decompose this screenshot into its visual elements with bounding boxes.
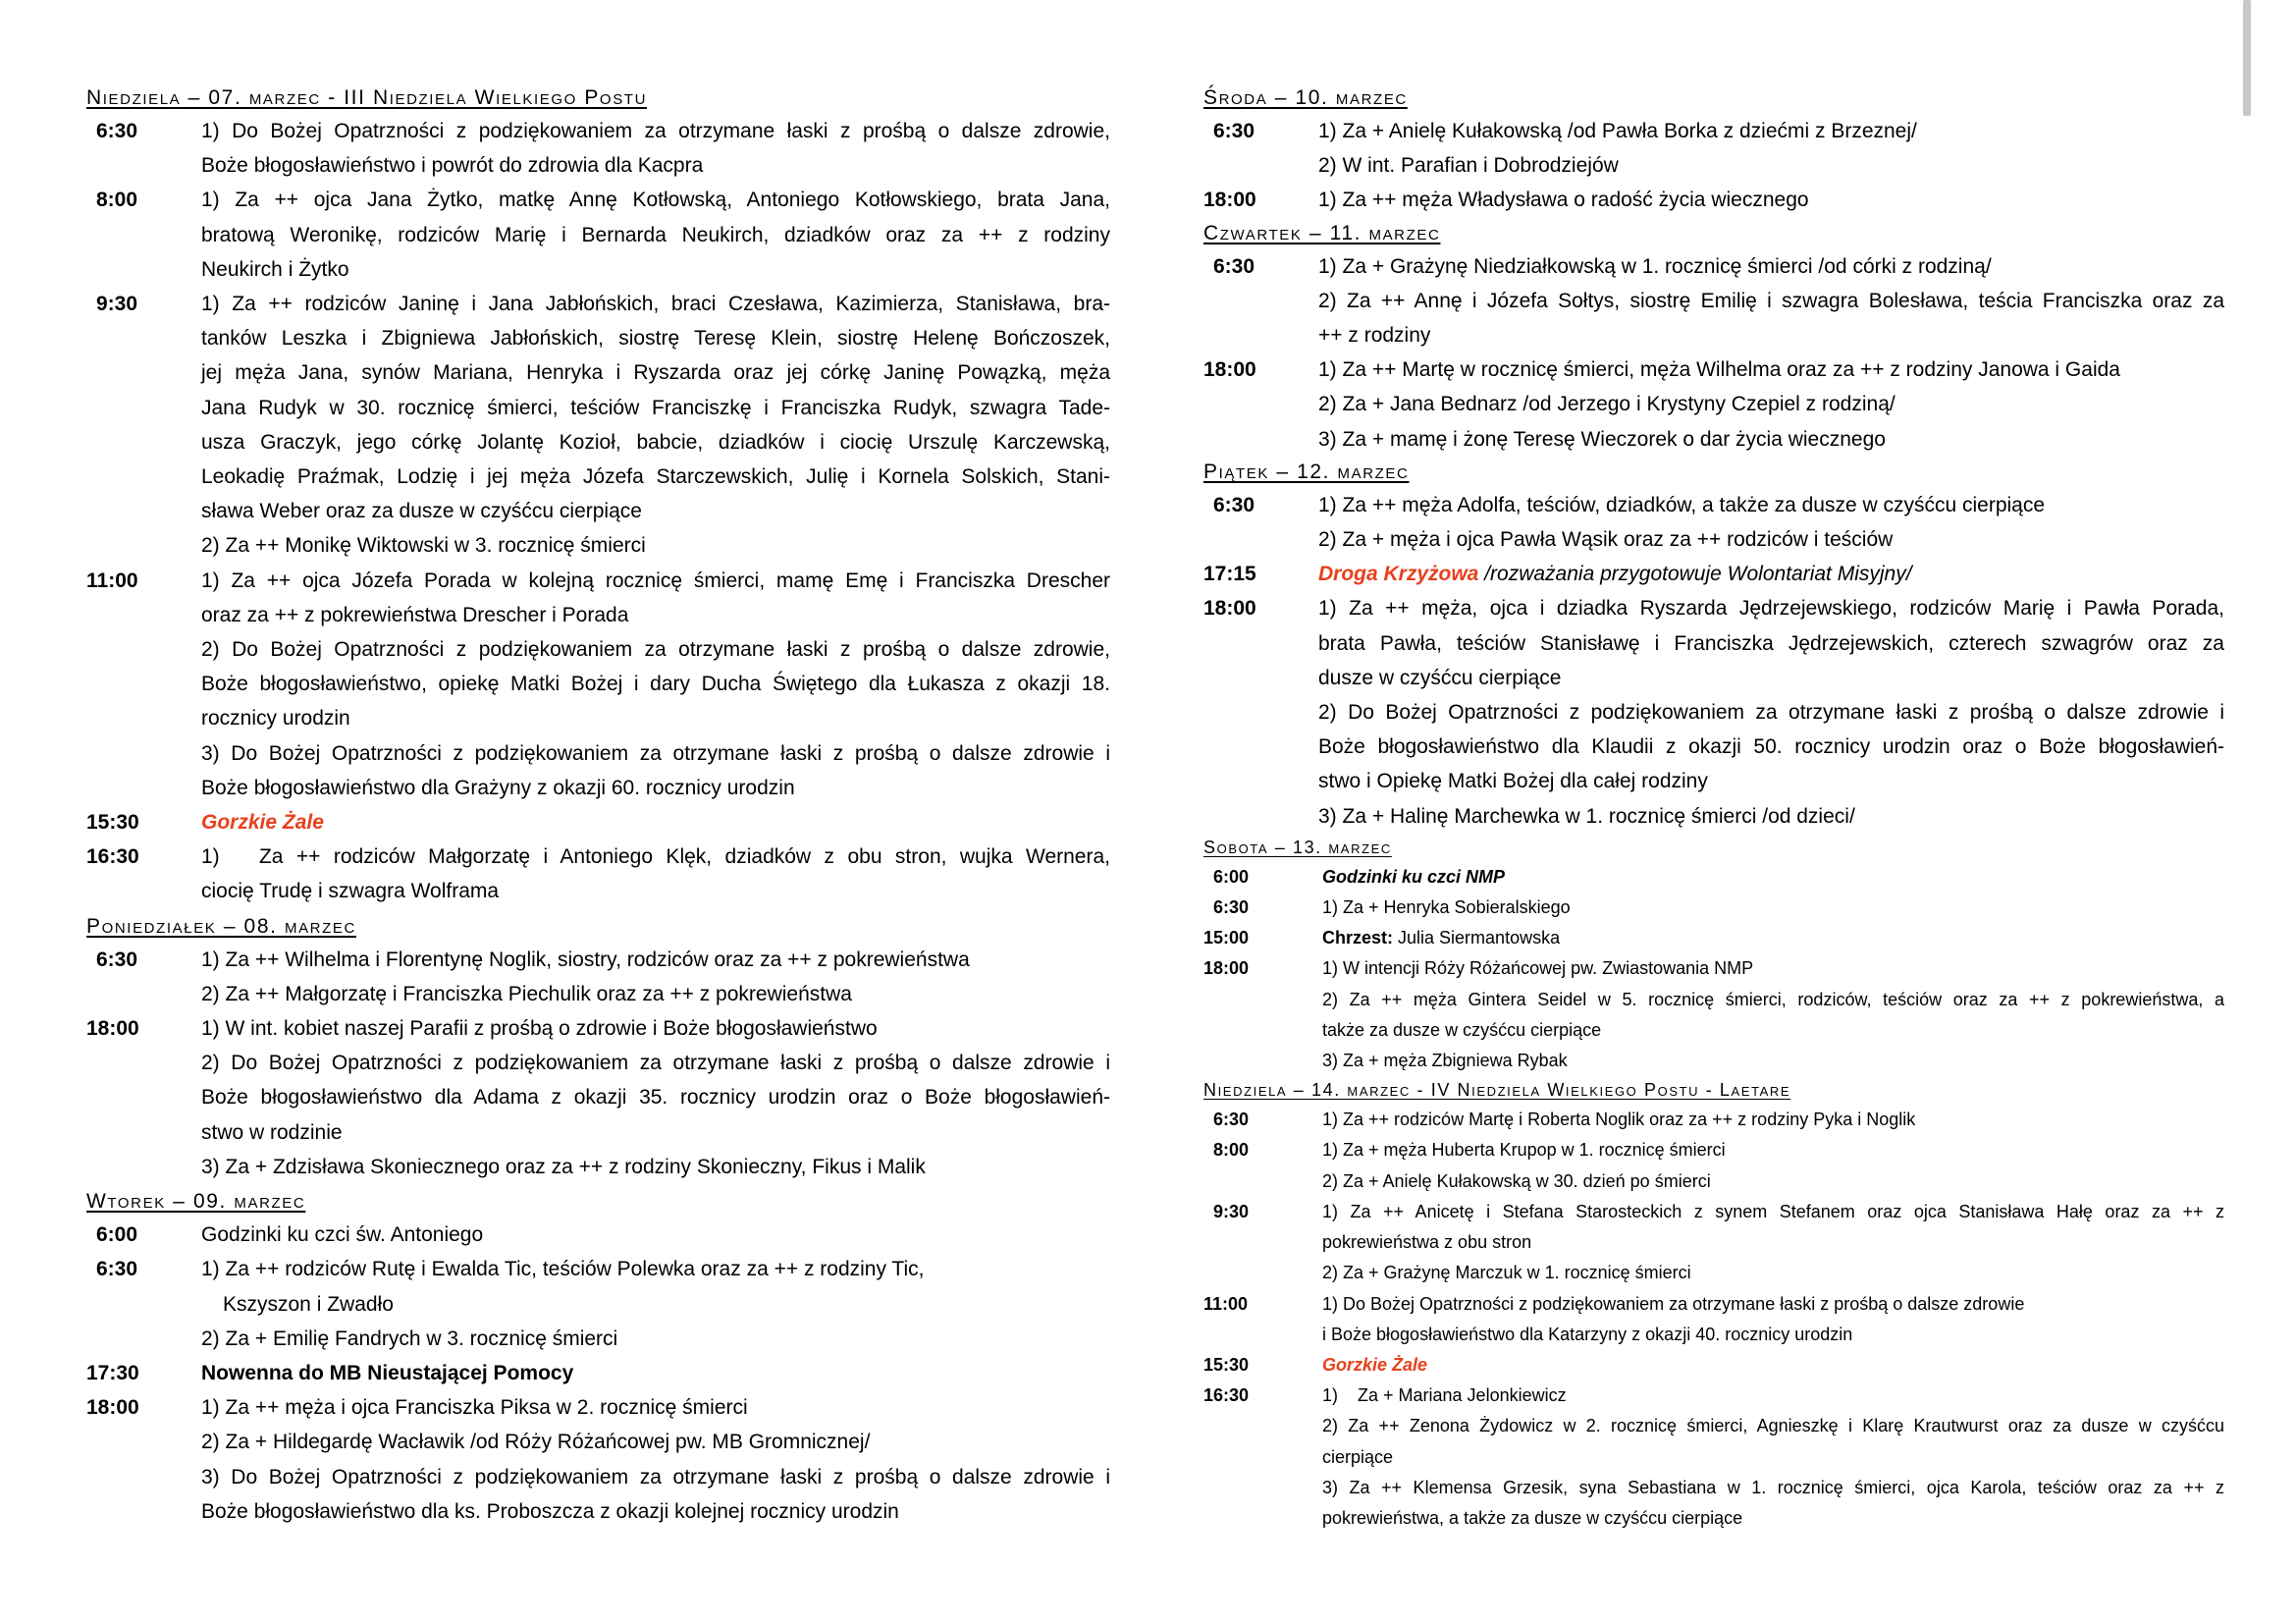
mass-entry [1203,1289,2224,1350]
mass-time: 18:00 [1203,958,1250,979]
mass-entry [1203,488,2224,557]
intention-line: Jana Rudyk w 30. rocznicę śmierci, teściów Franciszkę i Franciszka Rudyk, szwagra Tade- [201,396,1110,419]
mass-entry [1203,249,2224,353]
mass-time: 18:00 [1203,358,1256,382]
intention-line: pokrewieństwa, a także za dusze w czyśćcu cierpiące [1322,1507,1743,1528]
service-time: 15:00 [1203,928,1250,948]
intention-line: sława Weber oraz za dusze w czyśćcu cierpiące [201,500,642,523]
day-header-tuesday-09: Wtorek – 09. marzec [86,1190,306,1214]
intention-line: 2) Za ++ Zenona Żydowicz w 2. rocznicę śmierci, Agnieszkę i Klarę Krautwurst oraz za dusze w czyśćcu [1322,1416,2224,1436]
intention-line: Boże błogosławieństwo dla Grażyny z okazji 60. rocznicy urodzin [201,776,795,799]
day-header-wednesday-10: Środa – 10. marzec [1203,86,1408,109]
day-header-sunday-07: Niedziela – 07. marzec - III Niedziela Wielkiego Postu [86,86,648,109]
intention-line: pokrewieństwa z obu stron [1322,1232,1532,1253]
intention-line: Boże błogosławieństwo dla Adama z okazji 35. rocznicy urodzin oraz o Boże błogosławień- [201,1086,1110,1110]
mass-time: 6:30 [1213,120,1255,142]
intention-line: 1) Za ++ ojca Józefa Porada w kolejną rocznicę śmierci, mamę Emę i Franciszka Drescher [201,568,1110,592]
mass-time: 6:30 [96,1258,138,1281]
intention-line: 1) Za ++ rodziców Małgorzatę i Antoniego Klęk, dziadków z obu stron, wujka Wernera, [201,845,1110,869]
service-title: Godzinki ku czci św. Antoniego [201,1223,484,1247]
intention-line: i Boże błogosławieństwo dla Katarzyny z okazji 40. rocznicy urodzin [1322,1324,1853,1344]
intention-line: 3) Za + mamę i żonę Teresę Wieczorek o dar życia wiecznego [1318,427,1886,451]
intention-line: 3) Do Bożej Opatrzności z podziękowaniem za otrzymane łaski z prośbą o dalsze zdrowie i [201,741,1110,765]
intention-line: Kszyszon i Zwadło [223,1292,394,1316]
mass-time: 6:30 [96,947,138,971]
day-header-sunday-14: Niedziela – 14. marzec - IV Niedziela Wielkiego Postu - Laetare [1203,1080,1791,1101]
day-header-thursday-11: Czwartek – 11. marzec [1203,221,1441,244]
mass-entry [86,1252,1110,1356]
intention-line: 3) Za + męża Zbigniewa Rybak [1322,1051,1568,1071]
intention-line: 3) Za + Zdzisława Skoniecznego oraz za ++ z rodziny Skonieczny, Fikus i Malik [201,1155,926,1178]
mass-entry [1203,114,2224,183]
intention-line: 1) Za ++ Martę w rocznicę śmierci, męża Wilhelma oraz za ++ z rodziny Janowa i Gaida [1318,358,2120,382]
day-header-friday-12: Piątek – 12. marzec [1203,460,1410,483]
mass-time: 9:30 [96,293,138,316]
intention-line: Boże błogosławieństwo, opiekę Matki Bożej i dary Ducha Świętego dla Łukasza z okazji 18. [201,673,1110,696]
intention-line: 1) Za ++ męża Władysława o radość życia wiecznego [1318,189,1809,212]
right-column [1203,82,2224,1534]
mass-time: 6:30 [1213,493,1255,516]
service-entry [1203,1350,2224,1380]
intention-line: bratową Weronikę, rodziców Marię i Bernarda Neukirch, dziadków oraz za ++ z rodziny [201,223,1110,246]
scrollbar[interactable] [2243,0,2251,116]
mass-entry [86,114,1110,183]
mass-entry [1203,893,2224,923]
mass-entry [86,943,1110,1011]
left-column [86,82,1110,1529]
intention-line: 1) Za + męża Huberta Krupop w 1. rocznicę śmierci [1322,1140,1726,1161]
mass-time: 6:30 [1213,897,1250,918]
mass-time: 18:00 [86,1017,139,1041]
mass-entry [86,183,1110,287]
mass-entry [1203,1380,2224,1534]
service-time: 17:30 [86,1361,139,1384]
mass-time: 6:30 [96,120,138,142]
service-title-novena: Nowenna do MB Nieustającej Pomocy [201,1361,574,1384]
service-entry [1203,557,2224,591]
intention-line: 1) Za + Anielę Kułakowską /od Pawła Borka z dziećmi z Brzeznej/ [1318,120,1917,142]
intention-line: rocznicy urodzin [201,707,350,731]
intention-line: 3) Za ++ Klemensa Grzesik, syna Sebastiana w 1. rocznicę śmierci, ojca Karola, teściów oraz za ++ z [1322,1477,2224,1497]
service-entry [1203,862,2224,893]
service-title-droga-krzyzowa: Droga Krzyżowa [1318,563,1479,586]
intention-line: 1) Za ++ Wilhelma i Florentynę Noglik, siostry, rodziców oraz za ++ z pokrewieństwa [201,947,970,971]
baptism-name: Julia Siermantowska [1393,928,1561,948]
mass-time: 16:30 [86,845,139,869]
intention-line: 2) Za + Grażynę Marczuk w 1. rocznicę śmierci [1322,1263,1691,1283]
intention-line: Boże błogosławieństwo i powrót do zdrowia dla Kacpra [201,154,704,178]
intention-line: Boże błogosławieństwo dla Klaudii z okazji 50. rocznicy urodzin oraz o Boże błogosławień- [1318,735,2224,759]
mass-time: 18:00 [1203,189,1256,212]
service-note: /rozważania przygotowuje Wolontariat Misyjny/ [1478,563,1912,586]
mass-entry [1203,1135,2224,1196]
intention-line: także za dusze w czyśćcu cierpiące [1322,1019,1602,1040]
mass-time: 11:00 [86,568,138,592]
intention-line: 1) Za ++ męża, ojca i dziadka Ryszarda Jędrzejewskiego, rodziców Marię i Pawła Porada, [1318,597,2224,621]
intention-line: 3) Za + Halinę Marchewka w 1. rocznicę śmierci /od dzieci/ [1318,804,1855,828]
intention-line: 1) Do Bożej Opatrzności z podziękowaniem za otrzymane łaski z prośbą o dalsze zdrowie, [201,120,1110,142]
intention-line: jej męża Jana, synów Mariana, Henryka i Ryszarda oraz jej córkę Janinę Powązką, męża [201,361,1110,385]
baptism-entry [1203,923,2224,953]
intention-line: 1) Za ++ męża Adolfa, teściów, dziadków, a także za dusze w czyśćcu cierpiące [1318,493,2046,516]
mass-time: 16:30 [1203,1385,1250,1406]
intention-line: 1) Do Bożej Opatrzności z podziękowaniem za otrzymane łaski z prośbą o dalsze zdrowie [1322,1293,2025,1314]
intention-line: 2) Za ++ Małgorzatę i Franciszka Piechulik oraz za ++ z pokrewieństwa [201,982,852,1005]
mass-time: 18:00 [86,1396,139,1420]
mass-entry [1203,953,2224,1076]
mass-time: 11:00 [1203,1293,1249,1314]
intention-line: Boże błogosławieństwo dla ks. Proboszcza z okazji kolejnej rocznicy urodzin [201,1499,899,1523]
intention-line: 2) W int. Parafian i Dobrodziejów [1318,154,1619,178]
mass-time: 6:30 [1213,1110,1250,1130]
service-title-gorzkie-zale: Gorzkie Żale [1322,1354,1428,1375]
mass-entry [1203,352,2224,457]
service-title-gorzkie-zale: Gorzkie Żale [201,811,324,835]
service-time: 17:15 [1203,563,1256,586]
baptism-label: Chrzest: [1322,928,1394,948]
intention-line: 2) Do Bożej Opatrzności z podziękowaniem za otrzymane łaski z prośbą o dalsze zdrowie, [201,638,1110,662]
mass-entry [86,287,1110,564]
mass-entry [1203,591,2224,833]
intention-line: 1) Za + Grażynę Niedziałkowską w 1. rocznicę śmierci /od córki z rodziną/ [1318,254,1992,278]
intention-line: 2) Za + męża i ojca Pawła Wąsik oraz za ++ rodziców i teściów [1318,528,1894,552]
intention-line: oraz za ++ z pokrewieństwa Drescher i Porada [201,603,629,626]
day-header-monday-08: Poniedziałek – 08. marzec [86,914,356,938]
intention-line: dusze w czyśćcu cierpiące [1318,666,1562,689]
intention-line: ++ z rodziny [1318,324,1431,348]
intention-line: 1) Za ++ ojca Jana Żytko, matkę Annę Kotłowską, Antoniego Kotłowskiego, brata Jana, [201,189,1110,212]
intention-line: 1) Za + Mariana Jelonkiewicz [1322,1385,1567,1406]
intention-line: Neukirch i Żytko [201,257,349,281]
intention-line: Leokadię Praźmak, Lodzię i jej męża Józefa Starczewskich, Julię i Kornela Solskich, Stani- [201,465,1110,489]
intention-line: 1) Za ++ męża i ojca Franciszka Piksa w 2. rocznicę śmierci [201,1396,748,1420]
mass-entry [1203,1197,2224,1289]
mass-entry [1203,183,2224,217]
mass-time: 8:00 [96,189,138,212]
intention-line: tanków Leszka i Zbigniewa Jabłońskich, siostrę Teresę Klein, siostrę Helenę Bończoszek, [201,327,1110,351]
intention-line: 2) Za + Hildegardę Wacławik /od Róży Różańcowej pw. MB Gromnicznej/ [201,1431,871,1454]
intention-line: cierpiące [1322,1446,1394,1467]
mass-time: 18:00 [1203,597,1256,621]
service-time: 15:30 [86,811,139,835]
service-entry [86,805,1110,839]
intention-line: stwo i Opiekę Matki Bożej dla całej rodziny [1318,770,1708,793]
intention-line: 2) Za + Jana Bednarz /od Jerzego i Krystyny Czepiel z rodziną/ [1318,393,1896,416]
mass-entry [1203,1105,2224,1135]
mass-entry [86,1011,1110,1184]
intention-line: usza Graczyk, jego córkę Jolantę Kozioł, babcie, dziadków i ciocię Urszulę Karczewską, [201,430,1110,454]
mass-time: 6:30 [1213,254,1255,278]
intention-line: 2) Za ++ Monikę Wiktowski w 3. rocznicę śmierci [201,534,646,558]
mass-entry [86,839,1110,908]
intention-line: 1) W intencji Róży Różańcowej pw. Zwiastowania NMP [1322,958,1754,979]
mass-time: 8:00 [1213,1140,1250,1161]
service-time: 15:30 [1203,1354,1250,1375]
intention-line: stwo w rodzinie [201,1120,343,1144]
intention-line: 1) Za ++ rodziców Rutę i Ewalda Tic, teściów Polewka oraz za ++ z rodziny Tic, [201,1258,925,1281]
intention-line: 2) Do Bożej Opatrzności z podziękowaniem za otrzymane łaski z prośbą o dalsze zdrowie i [201,1052,1110,1075]
service-title-godzinki: Godzinki ku czci NMP [1322,866,1506,887]
service-entry [86,1356,1110,1390]
intention-line: ciocię Trudę i szwagra Wolframa [201,880,500,903]
intention-line: 2) Za ++ Annę i Józefa Sołtys, siostrę Emilię i szwagra Bolesława, teścia Franciszka oraz za [1318,289,2224,312]
mass-entry [86,1390,1110,1529]
intention-line: 1) Za ++ Anicetę i Stefana Starosteckich z synem Stefanem oraz ojca Stanisława Hałę oraz za ++ z [1322,1201,2224,1221]
service-time: 6:00 [1213,866,1250,887]
intention-line: 1) W int. kobiet naszej Parafii z prośbą o zdrowie i Boże błogosławieństwo [201,1017,878,1041]
intention-line: brata Pawła, teściów Stanisławę i Franciszka Jędrzejewskich, czterech szwagrów oraz za [1318,631,2224,655]
mass-time: 9:30 [1213,1201,1250,1221]
intention-line: 1) Za + Henryka Sobieralskiego [1322,897,1571,918]
intention-line: 2) Za + Emilię Fandrych w 3. rocznicę śmierci [201,1326,618,1350]
intention-line: 1) Za ++ rodziców Martę i Roberta Noglik oraz za ++ z rodziny Pyka i Noglik [1322,1110,1916,1130]
intention-line: 3) Do Bożej Opatrzności z podziękowaniem za otrzymane łaski z prośbą o dalsze zdrowie i [201,1465,1110,1489]
intention-line: 2) Za ++ męża Gintera Seidel w 5. rocznicę śmierci, rodziców, teściów oraz za ++ z pokrewieństwa, a [1322,989,2224,1009]
intention-line: 2) Do Bożej Opatrzności z podziękowaniem za otrzymane łaski z prośbą o dalsze zdrowie i [1318,701,2224,725]
day-header-saturday-13: Sobota – 13. marzec [1203,837,1392,857]
mass-entry [86,564,1110,805]
service-time: 6:00 [96,1223,138,1247]
intention-line: 1) Za ++ rodziców Janinę i Jana Jabłońskich, braci Czesława, Kazimierza, Stanisława, bra- [201,293,1110,316]
service-entry [86,1218,1110,1252]
intention-line: 2) Za + Anielę Kułakowską w 30. dzień po śmierci [1322,1170,1711,1191]
